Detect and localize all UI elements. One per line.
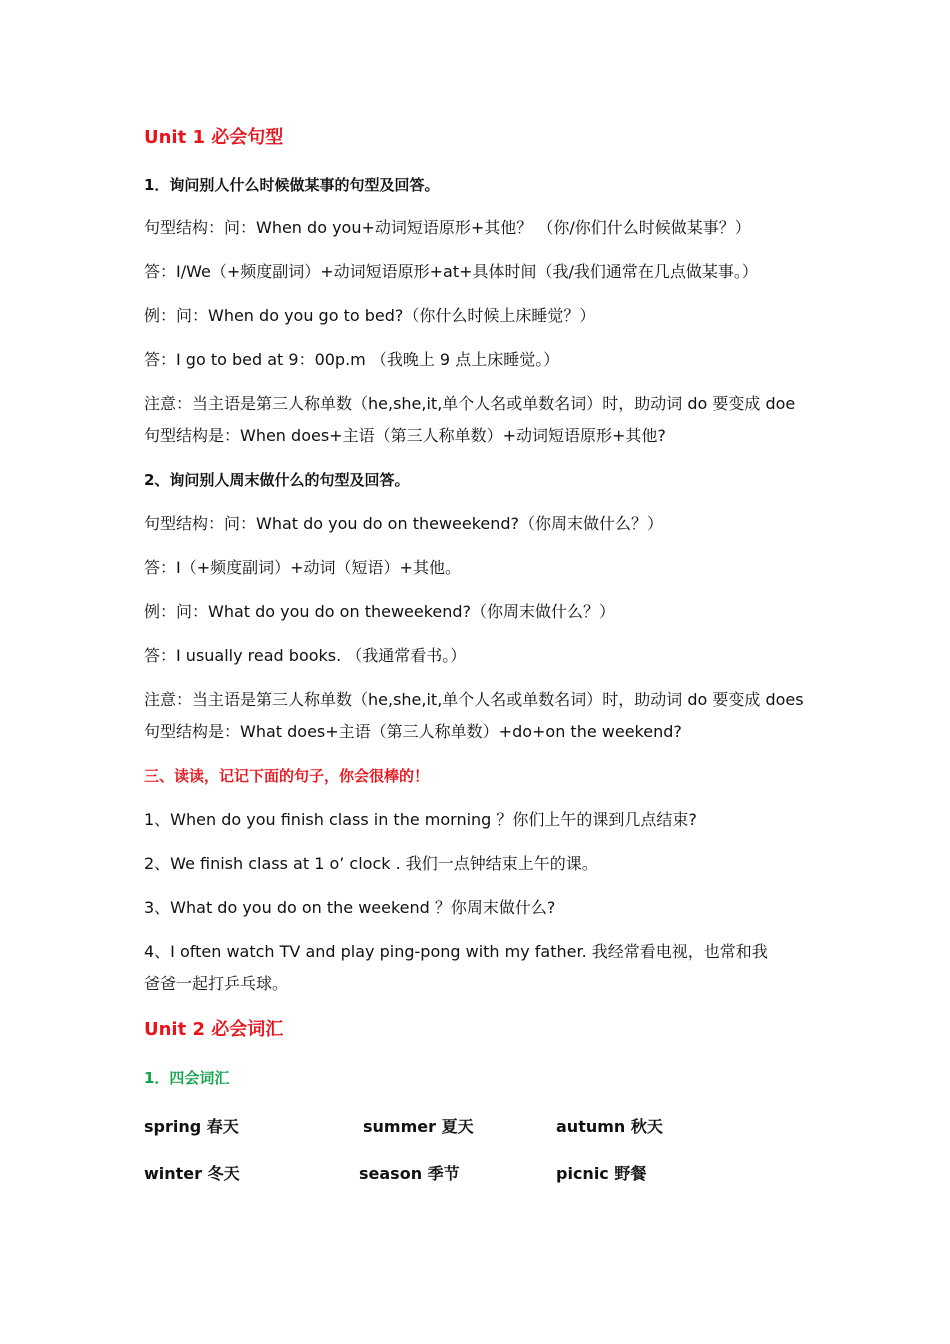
sentence-4-line1: 4、I often watch TV and play ping-pong with my father. 我经常看电视，也常和我 (144, 942, 768, 961)
sentence-4-line2: 爸爸一起打乒乓球。 (144, 974, 289, 993)
vocab-season: season 季节 (359, 1164, 460, 1183)
q1-example-answer: 答：I go to bed at 9：00p.m （我晚上 9 点上床睡觉。） (144, 350, 560, 369)
q1-answer: 答：I/We（+频度副词）+动词短语原形+at+具体时间（我/我们通常在几点做某事。） (144, 262, 758, 281)
unit1-title: Unit 1 必会句型 (144, 127, 284, 148)
vocab-spring: spring 春天 (144, 1117, 239, 1136)
q2-structure: 句型结构：问：What do you do on theweekend?（你周末做什么？） (144, 514, 664, 533)
vocab-winter: winter 冬天 (144, 1164, 240, 1183)
vocab-summer: summer 夏天 (363, 1117, 474, 1136)
q1-example-question: 例：问：When do you go to bed?（你什么时候上床睡觉？） (144, 306, 596, 325)
vocab-picnic: picnic 野餐 (556, 1164, 647, 1183)
q2-answer: 答：I（+频度副词）+动词（短语）+其他。 (144, 558, 461, 577)
q1-structure: 句型结构：问：When do you+动词短语原形+其他？ （你/你们什么时候做某事？） (144, 218, 751, 237)
q1-heading: 1．询问别人什么时候做某事的句型及回答。 (144, 176, 440, 194)
q1-note-line1: 注意：当主语是第三人称单数（he,she,it,单个人名或单数名词）时，助动词 do 要变成 doe (144, 394, 796, 413)
q2-example-question: 例：问：What do you do on theweekend?（你周末做什么？） (144, 602, 616, 621)
vocab-autumn: autumn 秋天 (556, 1117, 663, 1136)
unit2-title: Unit 2 必会词汇 (144, 1019, 284, 1040)
sentence-2: 2、We finish class at 1 o’ clock . 我们一点钟结束上午的课。 (144, 854, 598, 873)
q2-example-answer: 答：I usually read books. （我通常看书。） (144, 646, 467, 665)
q3-heading: 三、读读，记记下面的句子，你会很棒的！ (144, 767, 430, 785)
q2-note-line2: 句型结构是：What does+主语（第三人称单数）+do+on the weekend? (144, 722, 682, 741)
q1-note-line2: 句型结构是：When does+主语（第三人称单数）+动词短语原形+其他? (144, 426, 666, 445)
q2-heading: 2、询问别人周末做什么的句型及回答。 (144, 471, 410, 489)
sentence-1: 1、When do you finish class in the morning ？你们上午的课到几点结束? (144, 810, 697, 829)
vocab-section-heading: 1．四会词汇 (144, 1069, 230, 1087)
sentence-3: 3、What do you do on the weekend ？你周末做什么? (144, 898, 556, 917)
q2-note-line1: 注意：当主语是第三人称单数（he,she,it,单个人名或单数名词）时，助动词 do 要变成 does (144, 690, 804, 709)
